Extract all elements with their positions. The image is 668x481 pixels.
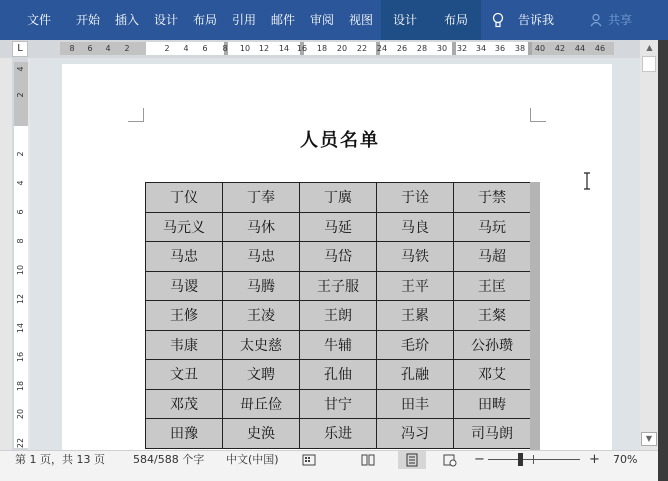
bottom-strip (0, 470, 658, 481)
table-row (146, 301, 531, 331)
table-cell[interactable]: 毛玠 (377, 330, 454, 360)
ruler-tick: 4 (183, 44, 189, 53)
ruler-tick: 34 (475, 44, 487, 53)
table-cell[interactable]: 王匡 (454, 271, 531, 301)
table-row (146, 330, 531, 360)
zoom-level[interactable]: 70% (613, 453, 638, 466)
table-cell[interactable]: 马铁 (377, 242, 454, 272)
ruler-tick: 8 (16, 238, 25, 244)
ruler-tick: 20 (16, 408, 25, 420)
table-cell[interactable]: 王朗 (300, 301, 377, 331)
crop-mark-right (530, 108, 546, 122)
table-cell[interactable]: 马忠 (146, 242, 223, 272)
table-cell[interactable]: 马谡 (146, 271, 223, 301)
document-title[interactable]: 人员名单 (300, 130, 380, 151)
zoom-in-button[interactable]: + (589, 452, 600, 467)
ruler-tick: 32 (456, 44, 468, 53)
ruler-tick: 46 (594, 44, 606, 53)
table-row (146, 389, 531, 419)
table-cell[interactable]: 孔伷 (300, 360, 377, 390)
tab-file[interactable]: 文件 (27, 13, 52, 27)
table-cell[interactable]: 田丰 (377, 389, 454, 419)
scroll-down-arrow-icon[interactable]: ▼ (641, 432, 657, 446)
ruler-tick: 28 (416, 44, 428, 53)
table-cell[interactable]: 王粲 (454, 301, 531, 331)
ruler-tick: 2 (164, 44, 170, 53)
lightbulb-icon[interactable] (492, 12, 504, 29)
ruler-tick: 30 (436, 44, 448, 53)
table-row (146, 242, 531, 272)
ruler-tick: 18 (316, 44, 328, 53)
ruler-tick: 2 (124, 44, 130, 53)
web-layout-icon[interactable] (442, 452, 458, 468)
table-cell[interactable]: 马超 (454, 242, 531, 272)
table-cell[interactable]: 王子服 (300, 271, 377, 301)
table-cell[interactable]: 马休 (223, 212, 300, 242)
table-cell[interactable]: 牛辅 (300, 330, 377, 360)
share-user-icon[interactable] (590, 13, 604, 27)
table-cell[interactable]: 甘宁 (300, 389, 377, 419)
table-cell[interactable]: 王平 (377, 271, 454, 301)
text-cursor-icon (582, 172, 592, 190)
vertical-scrollbar[interactable] (640, 40, 658, 450)
ruler-tick: 12 (16, 293, 25, 305)
word-count[interactable]: 584/588 个字 (133, 453, 205, 466)
table-cell[interactable]: 王累 (377, 301, 454, 331)
ruler-tick: 4 (16, 66, 25, 72)
table-cell[interactable]: 韦康 (146, 330, 223, 360)
tab-insert[interactable]: 插入 (115, 13, 140, 27)
table-cell[interactable]: 邓茂 (146, 389, 223, 419)
zoom-slider-handle[interactable] (518, 453, 523, 466)
table-cell[interactable]: 马玩 (454, 212, 531, 242)
table-row (146, 360, 531, 390)
ruler-tick: 10 (239, 44, 251, 53)
table-cell[interactable]: 田畴 (454, 389, 531, 419)
table-cell[interactable]: 毌丘俭 (223, 389, 300, 419)
crop-mark-left (128, 108, 144, 122)
share-button[interactable]: 共享 (608, 13, 633, 27)
table-cell[interactable]: 史涣 (223, 419, 300, 449)
table-cell[interactable]: 孔融 (377, 360, 454, 390)
table-cell[interactable]: 丁廙 (300, 183, 377, 213)
table-cell[interactable]: 司马朗 (454, 419, 531, 449)
ruler-tick: 10 (16, 264, 25, 276)
ruler-tick: 12 (258, 44, 270, 53)
zoom-out-button[interactable]: − (474, 452, 485, 467)
ruler-tick: 6 (87, 44, 93, 53)
ruler-tick: 20 (336, 44, 348, 53)
zoom-slider-track[interactable] (488, 459, 580, 460)
table-cell[interactable]: 马元义 (146, 212, 223, 242)
ruler-tick: 40 (534, 44, 546, 53)
window-edge (658, 40, 668, 481)
table-cell[interactable]: 马良 (377, 212, 454, 242)
ruler-tick: 38 (514, 44, 526, 53)
ruler-tick: 42 (554, 44, 566, 53)
table-row (146, 183, 531, 213)
tab-home[interactable]: 开始 (76, 13, 101, 27)
ruler-tick: 4 (105, 44, 111, 53)
tab-view[interactable]: 视图 (349, 13, 374, 27)
table-cell[interactable]: 邓艾 (454, 360, 531, 390)
table-column-shading (530, 182, 540, 450)
table-cell[interactable]: 冯习 (377, 419, 454, 449)
table-cell[interactable]: 丁仪 (146, 183, 223, 213)
ruler-tick: 22 (16, 437, 25, 449)
tab-design[interactable]: 设计 (154, 13, 179, 27)
tab-mailings[interactable]: 邮件 (271, 13, 296, 27)
tab-stop-selector[interactable]: L (12, 41, 28, 57)
ruler-tick: 4 (16, 180, 25, 186)
table-cell[interactable]: 马岱 (300, 242, 377, 272)
table-cell[interactable]: 马忠 (223, 242, 300, 272)
table-cell[interactable]: 丁奉 (223, 183, 300, 213)
ruler-tick: 24 (376, 44, 388, 53)
ruler-tick: 18 (16, 380, 25, 392)
tab-table-layout[interactable]: 布局 (444, 13, 469, 27)
ruler-tick: 2 (16, 151, 25, 157)
ruler-tick: 16 (16, 351, 25, 363)
table-cell[interactable]: 乐进 (300, 419, 377, 449)
ruler-tick: 36 (494, 44, 506, 53)
language-indicator[interactable]: 中文(中国) (226, 453, 279, 466)
table-cell[interactable]: 太史慈 (223, 330, 300, 360)
scroll-up-arrow-icon[interactable]: ▲ (646, 43, 653, 52)
ruler-tick: 16 (296, 44, 308, 53)
ruler-tick: 6 (202, 44, 208, 53)
zoom-slider-center (533, 455, 534, 464)
ruler-tick: 44 (574, 44, 586, 53)
table-cell[interactable]: 马腾 (223, 271, 300, 301)
tab-review[interactable]: 审阅 (310, 13, 335, 27)
table-cell[interactable]: 于禁 (454, 183, 531, 213)
table-cell[interactable]: 文聘 (223, 360, 300, 390)
ruler-tick: 22 (356, 44, 368, 53)
ruler-tick: 6 (16, 209, 25, 215)
tell-me-box[interactable]: 告诉我 (518, 13, 555, 27)
table-cell[interactable]: 王凌 (223, 301, 300, 331)
print-layout-icon[interactable] (404, 452, 420, 468)
tab-layout[interactable]: 布局 (193, 13, 218, 27)
table-cell[interactable]: 王修 (146, 301, 223, 331)
ruler-tick: 14 (16, 322, 25, 334)
table-cell[interactable]: 田豫 (146, 419, 223, 449)
tab-references[interactable]: 引用 (232, 13, 257, 27)
table-row (146, 419, 531, 449)
ruler-tick: 26 (396, 44, 408, 53)
table-cell[interactable]: 马延 (300, 212, 377, 242)
table-cell[interactable]: 文丑 (146, 360, 223, 390)
scrollbar-thumb[interactable] (642, 56, 656, 72)
ruler-tick: 8 (69, 44, 75, 53)
read-mode-icon[interactable] (360, 452, 376, 468)
page-count[interactable]: 第 1 页，共 13 页 (15, 453, 105, 466)
macro-recorder-icon[interactable] (301, 452, 317, 468)
table-row (146, 271, 531, 301)
name-table[interactable] (145, 182, 531, 449)
table-row (146, 212, 531, 242)
tab-table-design[interactable]: 设计 (393, 13, 418, 27)
table-cell[interactable]: 公孙瓒 (454, 330, 531, 360)
ruler-tick: 14 (278, 44, 290, 53)
table-cell[interactable]: 于诠 (377, 183, 454, 213)
ruler-tick: 8 (222, 44, 228, 53)
ruler-tick: 2 (16, 92, 25, 98)
